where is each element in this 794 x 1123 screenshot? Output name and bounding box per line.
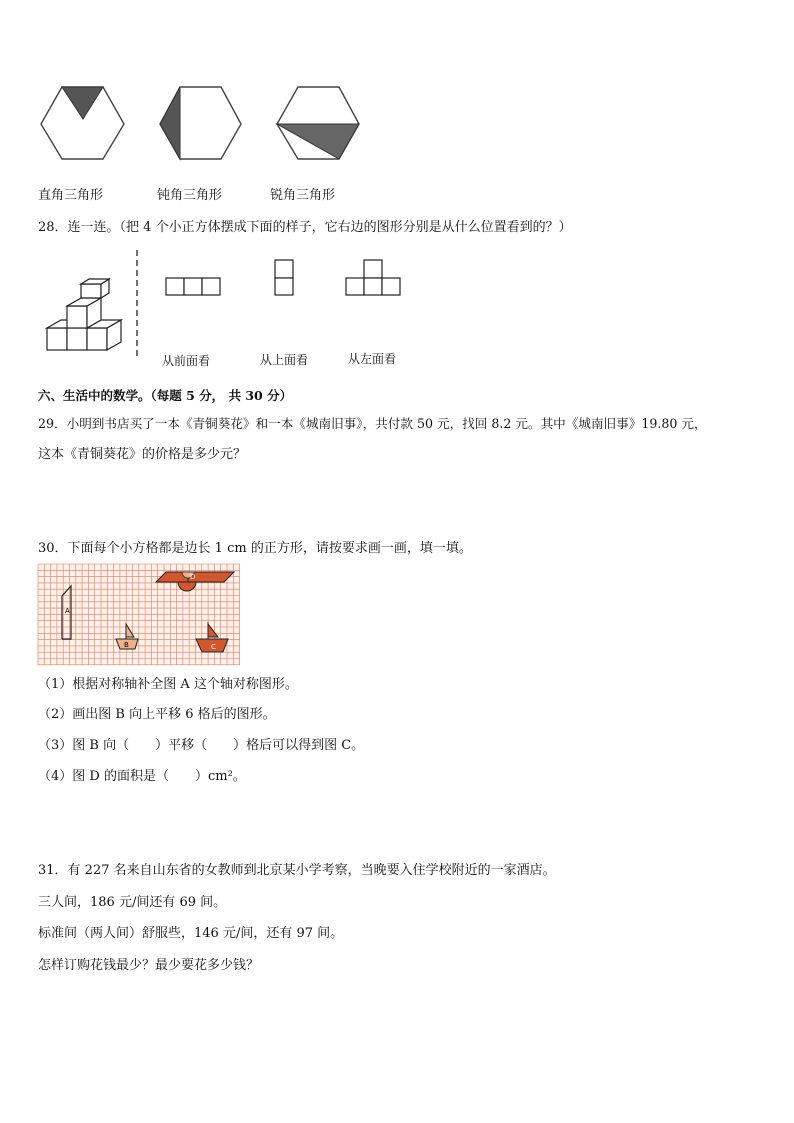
hexagon-obtuse-triangle xyxy=(160,87,241,159)
q30-sub-4: （4）图 D 的面积是（ ）cm²。 xyxy=(38,769,246,784)
hexagon-right-triangle xyxy=(41,87,124,159)
view-label-top: 从上面看 xyxy=(260,353,309,367)
label-acute-triangle: 锐角三角形 xyxy=(270,188,336,203)
q31-line4: 怎样订购花钱最少？最少要花多少钱？ xyxy=(38,958,260,973)
q30-sub-2: （2）画出图 B 向上平移 6 格后的图形。 xyxy=(38,707,276,722)
q30-sub-3: （3）图 B 向（ ）平移（ ）格后可以得到图 C。 xyxy=(38,738,365,753)
hexagon-figures xyxy=(0,0,794,200)
q29-line1: 29．小明到书店买了一本《青铜葵花》和一本《城南旧事》，共付款 50 元，找回 8.2 元。其中《城南旧事》19.80 元， xyxy=(38,416,707,431)
cube-stack-figure xyxy=(0,240,794,380)
left-view-figure xyxy=(346,260,400,295)
q31-line3: 标准间（两人间）舒服些，146 元/间，还有 97 间。 xyxy=(38,926,344,941)
section-6-title: 六、生活中的数学。（每题 5 分， 共 30 分） xyxy=(38,388,293,403)
label-obtuse-triangle: 钝角三角形 xyxy=(157,188,223,203)
top-view-figure xyxy=(275,260,293,295)
q31-line2: 三人间，186 元/间还有 69 间。 xyxy=(38,895,227,910)
grid-label-a: A xyxy=(65,607,70,615)
view-label-front: 从前面看 xyxy=(162,354,211,368)
grid-label-c: C xyxy=(211,643,216,651)
q31-line1: 31．有 227 名来自山东省的女教师到北京某小学考察，当晚要入住学校附近的一家酒店。 xyxy=(38,863,556,878)
q29-line2: 这本《青铜葵花》的价格是多少元？ xyxy=(38,447,247,462)
view-label-left: 从左面看 xyxy=(348,352,397,366)
square-grid-figure xyxy=(38,564,248,666)
grid-label-b: B xyxy=(124,641,129,649)
label-right-triangle: 直角三角形 xyxy=(38,188,104,203)
q30-sub-1: （1）根据对称轴补全图 A 这个轴对称图形。 xyxy=(38,677,298,692)
q28-text: 28．连一连。（把 4 个小正方体摆成下面的样子，它右边的图形分别是从什么位置看到的？） xyxy=(38,220,572,235)
hexagon-acute-triangle xyxy=(277,87,359,159)
grid-label-d: D xyxy=(190,573,196,581)
front-view-figure xyxy=(166,278,220,295)
q30-text: 30．下面每个小方格都是边长 1 cm 的正方形，请按要求画一画，填一填。 xyxy=(38,541,472,556)
